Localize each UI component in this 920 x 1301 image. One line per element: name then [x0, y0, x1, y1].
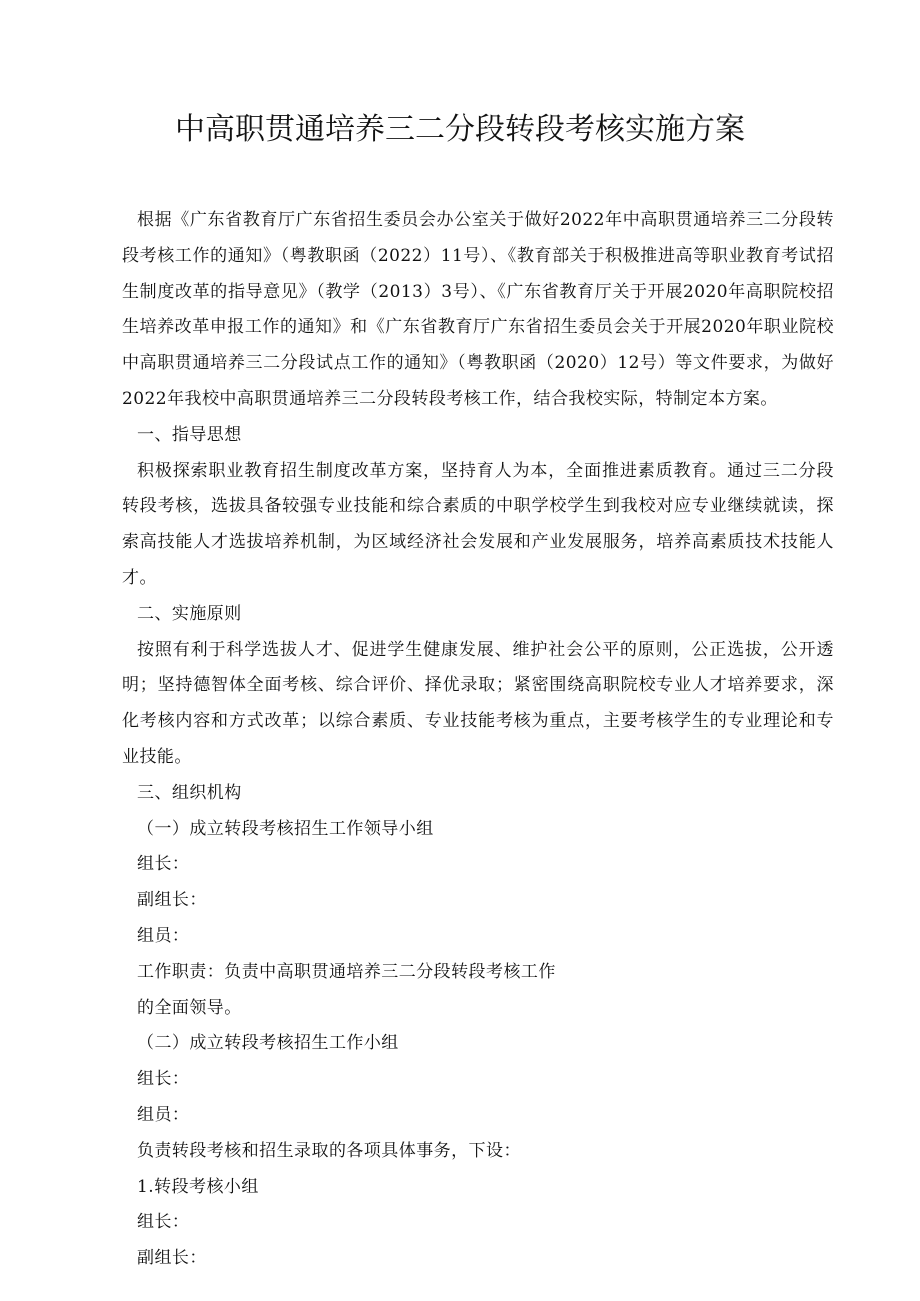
- group2-duty: 负责转段考核和招生录取的各项具体事务，下设：: [137, 1140, 521, 1161]
- group1-deputy: 副组长：: [137, 890, 207, 911]
- guiding-ideology-paragraph: 积极探索职业教育招生制度改革方案，坚持育人为本，全面推进素质教育。通过三二分段转段考核，选拔具备较强专业技能和综合素质的中职学校学生到我校对应专业继续就读，探索高技能人才选拔培养机制，为区域经济社会发展和产业发展服务，培养高素质技术技能人才。: [122, 460, 834, 588]
- group1-members: 组员：: [137, 925, 190, 946]
- intro-paragraph: 根据《广东省教育厅广东省招生委员会办公室关于做好2022年中高职贯通培养三二分段转段考核工作的通知》（粤教职函（2022）11号）、《教育部关于积极推进高等职业教育考试招生制度改革的指导意见》（教学（2013）3号）、《广东省教育厅关于开展2020年高职院校招生培养改革申报工作的通知》和《广东省教育厅广东省招生委员会关于开展2020年职业院校中高职贯通培养三二分段试点工作的通知》（粤教职函（2020）12号）等文件要求，为做好2022年我校中高职贯通培养三二分段转段考核工作，结合我校实际，特制定本方案。: [122, 210, 834, 409]
- document-body: [122, 203, 834, 1277]
- section-heading-guiding-ideology: 一、指导思想: [137, 424, 242, 445]
- principles-paragraph: 按照有利于科学选拔人才、促进学生健康发展、维护社会公平的原则，公正选拔，公开透明；坚持德智体全面考核、综合评价、择优录取；紧密围绕高职院校专业人才培养要求，深化考核内容和方式改革；以综合素质、专业技能考核为重点，主要考核学生的专业理论和专业技能。: [122, 639, 834, 767]
- group2-members: 组员：: [137, 1104, 190, 1125]
- document-title: 中高职贯通培养三二分段转段考核实施方案: [175, 112, 745, 147]
- section-heading-organization: 三、组织机构: [137, 782, 242, 803]
- group1-leader: 组长：: [137, 854, 190, 875]
- group1-duty-line2: 的全面领导。: [137, 997, 242, 1018]
- section-heading-principles: 二、实施原则: [137, 603, 242, 624]
- subgroup1-leader: 组长：: [137, 1212, 190, 1233]
- group1-heading: （一）成立转段考核招生工作领导小组: [137, 818, 434, 839]
- subgroup1-heading: 1.转段考核小组: [137, 1176, 259, 1197]
- subgroup1-deputy: 副组长：: [137, 1248, 207, 1269]
- group2-leader: 组长：: [137, 1069, 190, 1090]
- group2-heading: （二）成立转段考核招生工作小组: [137, 1033, 399, 1054]
- group1-duty-line1: 工作职责：负责中高职贯通培养三二分段转段考核工作: [137, 961, 556, 982]
